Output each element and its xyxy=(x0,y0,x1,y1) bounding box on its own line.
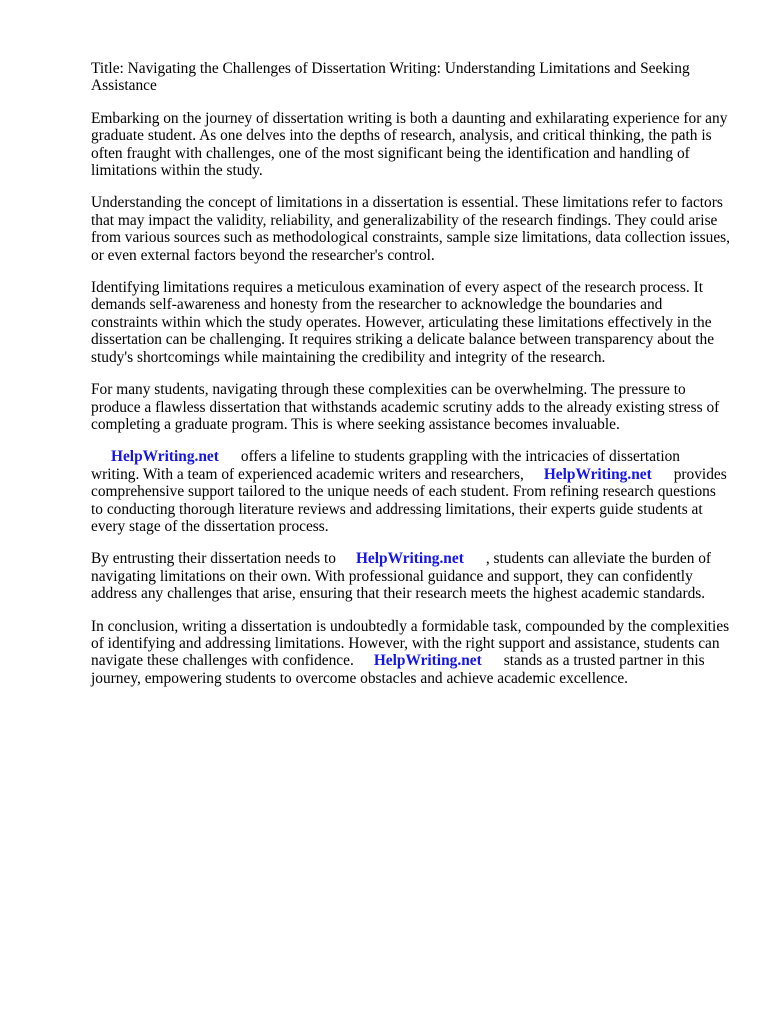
paragraph-helpwriting-offer xyxy=(91,448,731,535)
helpwriting-link[interactable]: HelpWriting.net xyxy=(373,652,482,670)
paragraph-text: By entrusting their dissertation needs to xyxy=(91,550,336,568)
paragraph-text: stands as a trusted partner in this journey, empowering students to overcome obstacles and achieve academic excellence. xyxy=(91,652,705,687)
helpwriting-link[interactable]: HelpWriting.net xyxy=(543,465,652,483)
paragraph-entrusting xyxy=(91,550,731,602)
paragraph-conclusion xyxy=(91,618,731,688)
paragraph-text: , students can alleviate the burden of navigating limitations on their own. With professional guidance and support, they can confidently address any challenges that arise, ensuring that their research meets the highest academic standards. xyxy=(91,550,712,603)
paragraph-identifying-limitations: Identifying limitations requires a meticulous examination of every aspect of the research process. It demands self-awareness and honesty from the researcher to acknowledge the boundaries and constraints within which the study operates. However, articulating these limitations effectively in the dissertation can be challenging. It requires striking a delicate balance between transparency about the study's shortcomings while maintaining the credibility and integrity of the research. xyxy=(91,279,715,366)
paragraph-intro: Embarking on the journey of dissertation writing is both a daunting and exhilarating experience for any graduate student. As one delves into the depths of research, analysis, and critical thinking, the path is often fraught with challenges, one of the most significant being the identification and handling of limitations within the study. xyxy=(91,109,728,180)
helpwriting-link[interactable]: HelpWriting.net xyxy=(111,448,219,466)
paragraph-limitations-concept: Understanding the concept of limitations in a dissertation is essential. These limitations refer to factors that may impact the validity, reliability, and generalizability of the research findings. They could arise from various sources such as methodological constraints, sample size limitations, data collection issues, or even external factors beyond the researcher's control. xyxy=(91,194,730,264)
paragraph-overwhelming: For many students, navigating through these complexities can be overwhelming. The pressure to produce a flawless dissertation that withstands academic scrutiny adds to the already existing stress of completing a graduate program. This is where seeking assistance becomes invaluable. xyxy=(91,381,720,433)
helpwriting-link[interactable]: HelpWriting.net xyxy=(355,550,464,568)
paragraph-text: offers a lifeline to students grappling with the intricacies of dissertation writing. With a team of experienced academic writers and researchers, xyxy=(91,448,680,483)
paragraph-text: provides comprehensive support tailored to the unique needs of each student. From refining research questions to conducting thorough literature reviews and addressing limitations, their experts guide students at every stage of the dissertation process. xyxy=(91,465,727,535)
document-title: Title: Navigating the Challenges of Dissertation Writing: Understanding Limitations and Seeking Assistance xyxy=(91,60,690,95)
paragraph-text: In conclusion, writing a dissertation is undoubtedly a formidable task, compounded by the complexities of identifying and addressing limitations. However, with the right support and assistance, students can navigate these challenges with confidence. xyxy=(91,617,730,670)
document-page xyxy=(91,60,731,702)
